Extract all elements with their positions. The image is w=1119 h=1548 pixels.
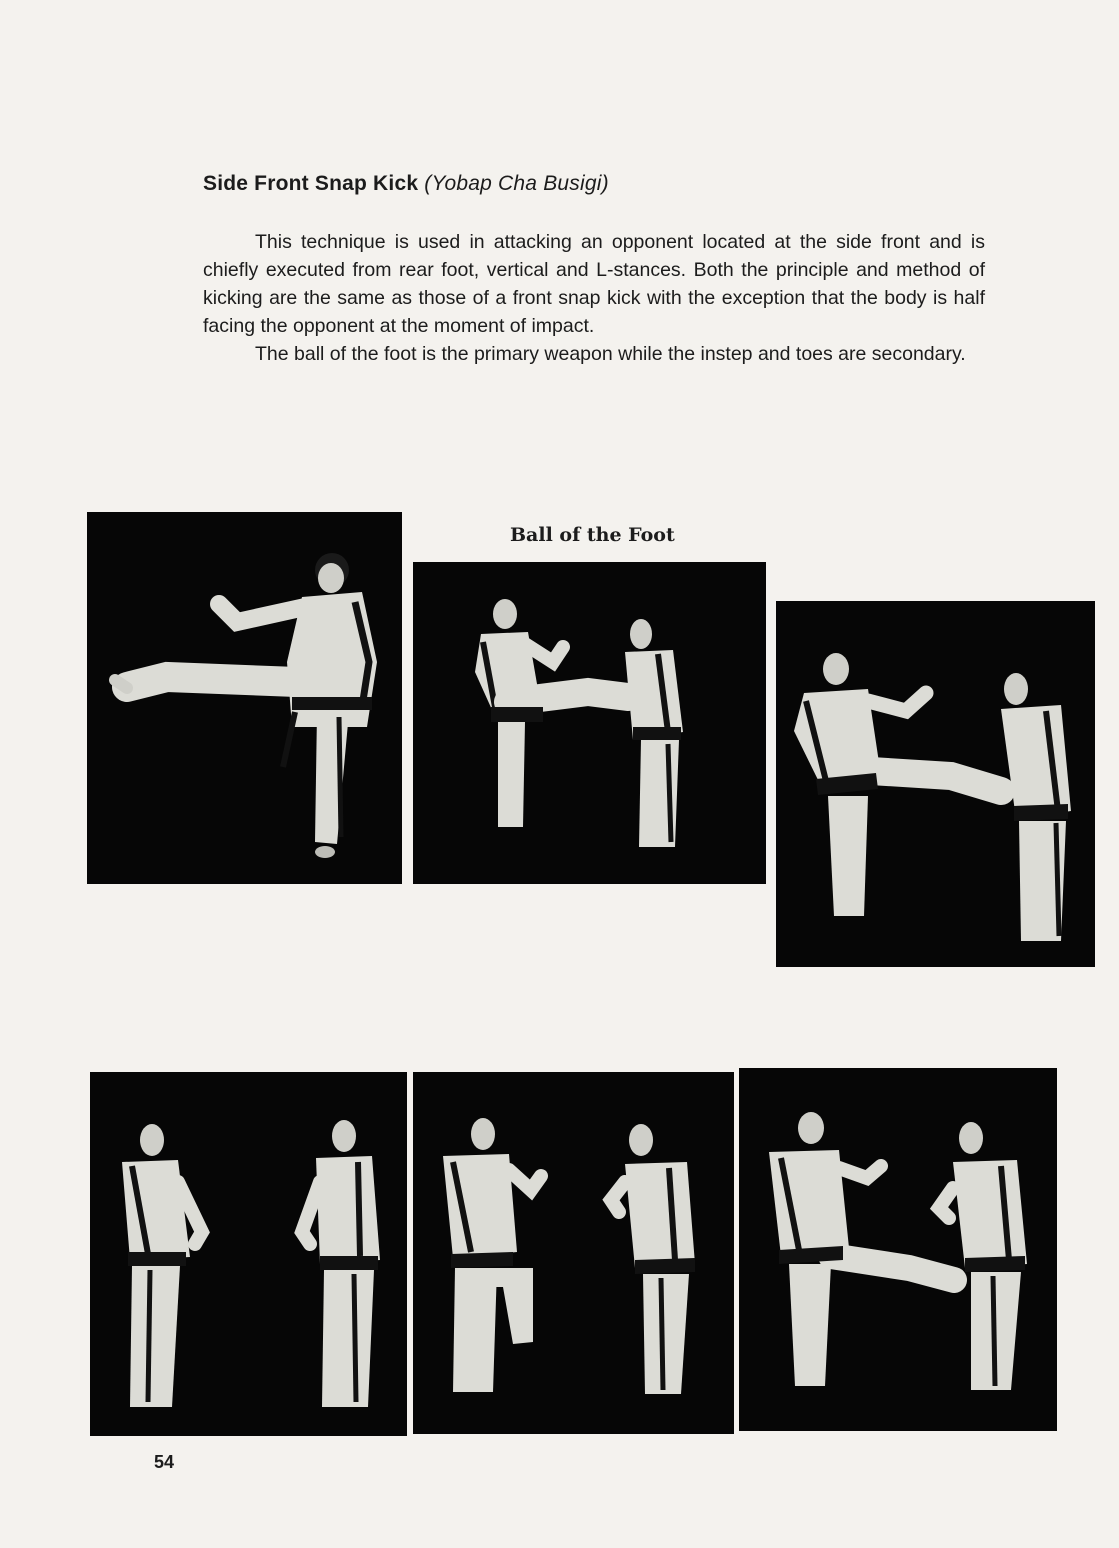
page-number: 54	[154, 1452, 175, 1472]
body-text	[203, 228, 985, 368]
photo-sequence-ready	[90, 1072, 407, 1436]
heading-subtitle: (Yobap Cha Busigi)	[424, 172, 609, 195]
photo-sequence-ready-figures	[90, 1072, 407, 1436]
photo-caption: Ball of the Foot	[510, 524, 675, 546]
photo-kick-to-opponent-2-figures	[776, 601, 1095, 967]
paragraph-weapon: The ball of the foot is the primary weapon while the instep and toes are secondary.	[255, 343, 966, 365]
section-heading	[203, 172, 609, 196]
photo-sequence-impact	[739, 1068, 1057, 1431]
photo-kick-to-opponent-1-figures	[413, 562, 766, 884]
photo-sequence-impact-figures	[739, 1068, 1057, 1431]
photo-sequence-chamber-figures	[413, 1072, 734, 1434]
paragraph-description: This technique is used in attacking an opponent located at the side front and is chiefly executed from rear foot, vertical and L-stances. Both the principle and method of kicking are the same as those of a front snap kick with the exception that the body is half facing the opponent at the moment of impact.	[203, 231, 985, 337]
heading-title: Side Front Snap Kick	[203, 172, 419, 195]
photo-sequence-chamber	[413, 1072, 734, 1434]
photo-kick-to-opponent-1	[413, 562, 766, 884]
photo-kick-closeup	[87, 512, 402, 884]
photo-kick-to-opponent-2	[776, 601, 1095, 967]
photo-kick-closeup-figure	[87, 512, 402, 884]
